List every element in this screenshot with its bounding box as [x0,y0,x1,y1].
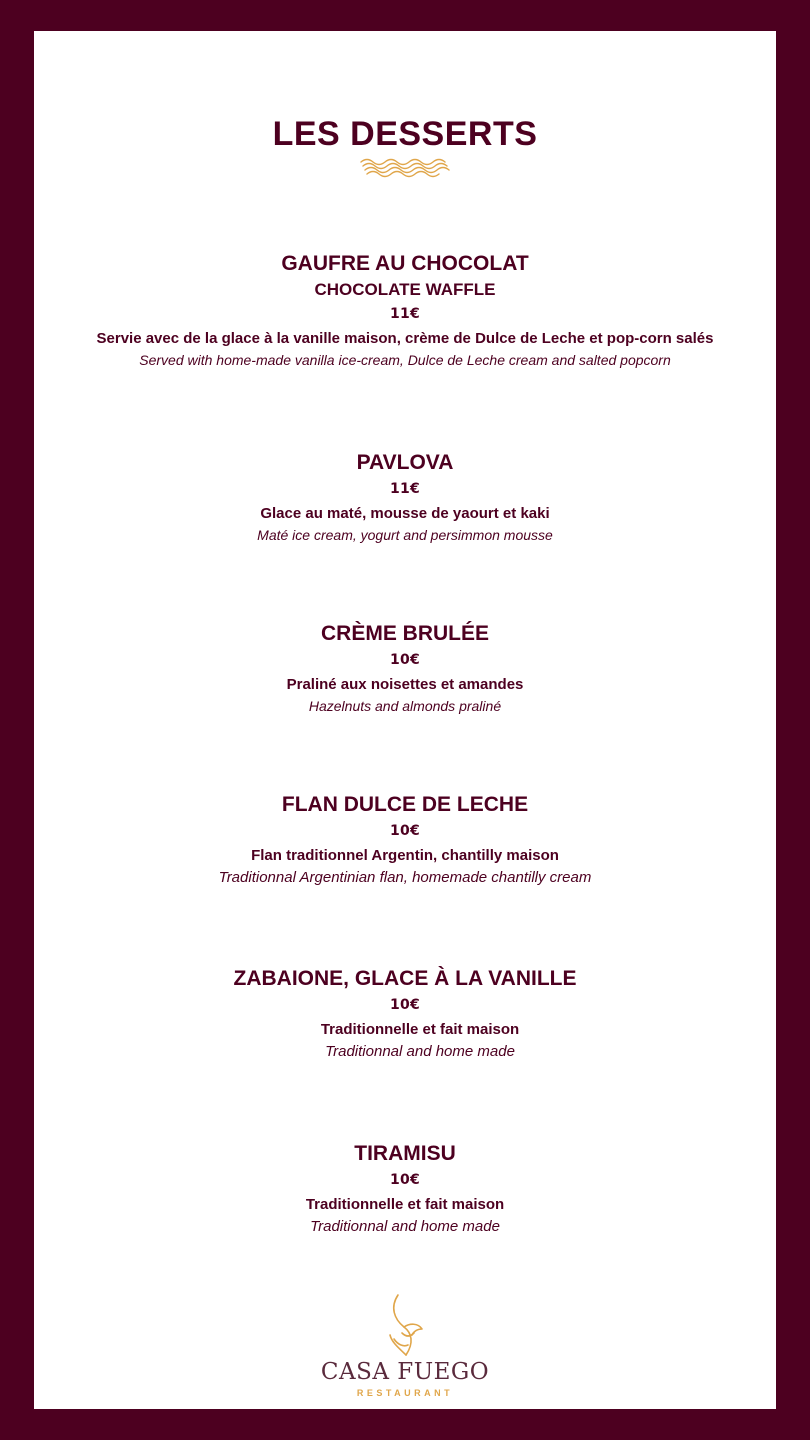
dessert-description-fr: Traditionnelle et fait maison [320,1021,520,1038]
dessert-price: 11€ [389,481,421,497]
dessert-name: ZABAIONE, GLACE À LA VANILLE [233,967,577,990]
dessert-description-fr: Flan traditionnel Argentin, chantilly maison [251,847,559,864]
logo-subtitle: RESTAURANT [356,1388,454,1398]
dessert-name: PAVLOVA [356,451,454,474]
dessert-price: 10€ [389,997,421,1013]
dessert-description-fr: Glace au maté, mousse de yaourt et kaki [260,505,550,522]
wave-ornament-icon [359,156,453,178]
restaurant-logo [304,1293,506,1403]
dessert-name: FLAN DULCE DE LECHE [281,793,529,816]
dessert-description-fr: Praliné aux noisettes et amandes [286,676,524,693]
dessert-item-gaufre [34,250,776,371]
dessert-name: TIRAMISU [354,1142,456,1165]
dessert-description-en: Maté ice cream, yogurt and persimmon mousse [257,527,553,543]
dessert-item-tiramisu [34,1140,776,1238]
dessert-item-pavlova [34,449,776,546]
dessert-description-fr: Traditionnelle et fait maison [305,1196,505,1213]
bird-flame-icon [384,1293,428,1359]
dessert-price: 11€ [389,306,421,322]
dessert-description-en: Hazelnuts and almonds praliné [308,698,502,714]
dessert-price: 10€ [389,823,421,839]
dessert-item-flan [34,791,776,889]
menu-page [34,31,776,1409]
dessert-item-zabaione [34,965,776,1063]
page-title: LES DESSERTS [272,115,538,153]
dessert-name: CRÈME BRULÉE [320,622,489,645]
logo-name: CASA FUEGO [320,1359,490,1385]
dessert-subname: CHOCOLATE WAFFLE [314,280,496,299]
dessert-description-en: Traditionnal Argentinian flan, homemade chantilly cream [218,869,592,886]
dessert-price: 10€ [389,1172,421,1188]
dessert-description-en: Traditionnal and home made [325,1043,515,1060]
dessert-description-en: Served with home-made vanilla ice-cream, Dulce de Leche cream and salted popcorn [139,352,671,368]
dessert-description-en: Traditionnal and home made [310,1218,500,1235]
dessert-price: 10€ [389,652,421,668]
dessert-name: GAUFRE AU CHOCOLAT [281,252,529,275]
dessert-description-fr: Servie avec de la glace à la vanille maison, crème de Dulce de Leche et pop-corn salés [96,330,714,347]
dessert-item-creme-brulee [34,620,776,717]
